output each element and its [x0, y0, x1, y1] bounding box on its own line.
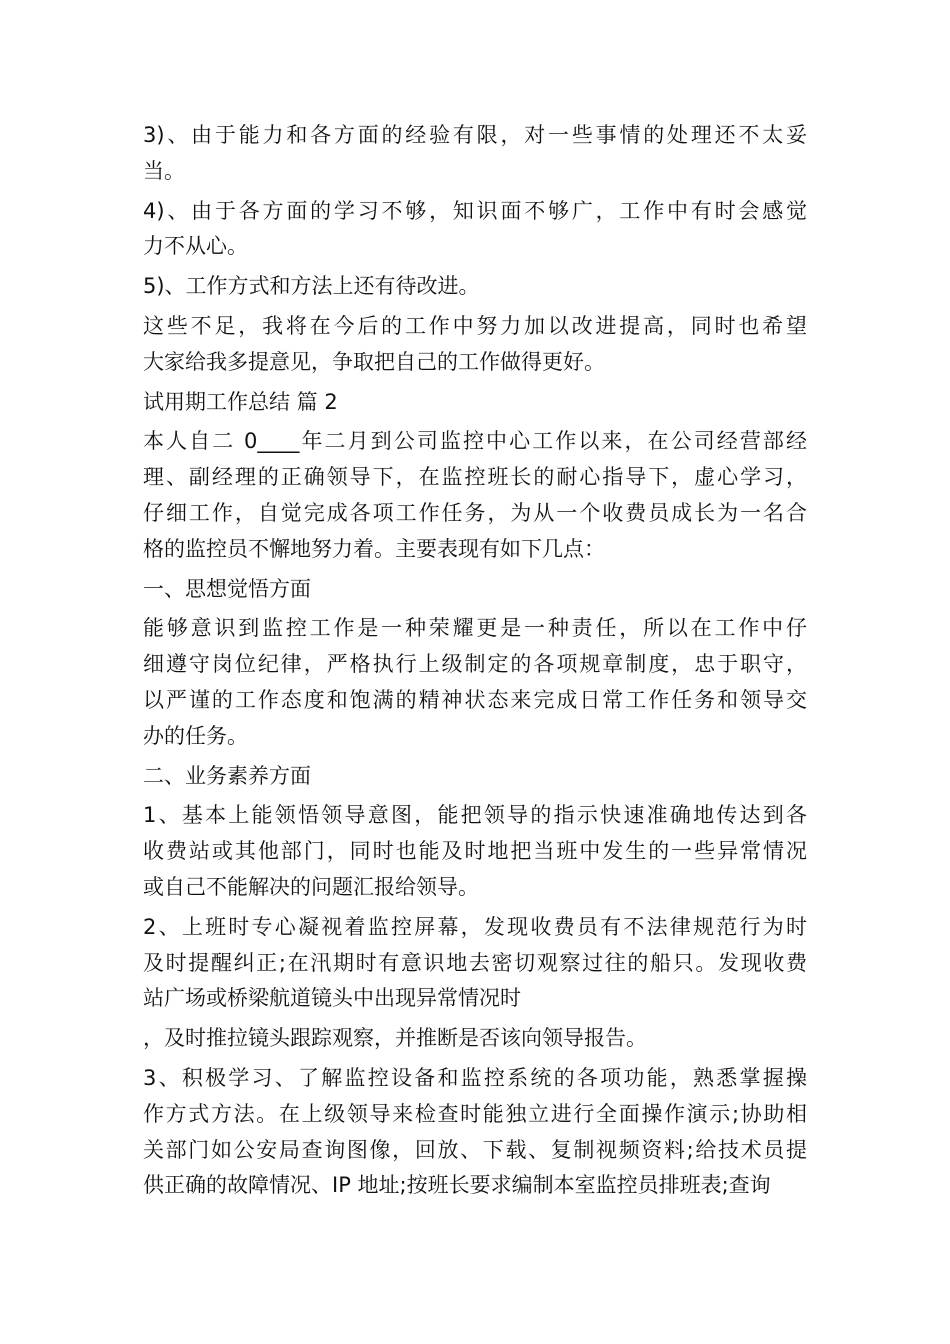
- paragraph-p6: [143, 424, 807, 567]
- text-line: 供正确的故障情况、IP 地址;按班长要求编制本室监控员排班表;查询: [143, 1173, 771, 1198]
- text-line: 细遵守岗位纪律，严格执行上级制定的各项规章制度，忠于职守，: [143, 652, 807, 677]
- paragraph-p1: [143, 118, 807, 190]
- text-line: 3)、由于能力和各方面的经验有限，对一些事情的处理还不太妥: [143, 123, 807, 147]
- text-line: 或自己不能解决的问题汇报给领导。: [143, 874, 479, 899]
- text-line: 以严谨的工作态度和饱满的精神状态来完成日常工作任务和领导交: [143, 687, 807, 712]
- text-line: 能够意识到监控工作是一种荣耀更是一种责任，所以在工作中仔: [143, 616, 807, 641]
- text-line: 这些不足，我将在今后的工作中努力加以改进提高，同时也希望: [143, 313, 807, 338]
- text-line: 站广场或桥梁航道镜头中出现异常情况时: [143, 986, 521, 1011]
- paragraph-p5: [143, 385, 807, 421]
- text-line: 3、积极学习、了解监控设备和监控系统的各项功能，熟悉掌握操: [143, 1065, 807, 1090]
- text-line: 一、思想觉悟方面: [143, 576, 311, 601]
- paragraph-p4: [143, 309, 807, 381]
- text-line: 本人自二 0____年二月到公司监控中心工作以来，在公司经营部经: [143, 429, 807, 454]
- text-line: 4)、由于各方面的学习不够，知识面不够广，工作中有时会感觉: [143, 198, 807, 223]
- text-line: 办的任务。: [143, 723, 248, 748]
- text-line: 1、基本上能领悟领导意图，能把领导的指示快速准确地传达到各: [143, 803, 807, 828]
- paragraph-p3: [143, 269, 807, 305]
- paragraph-p8: [143, 611, 807, 754]
- text-line: 大家给我多提意见，争取把自己的工作做得更好。: [143, 349, 605, 374]
- text-line: 二、业务素养方面: [143, 763, 311, 788]
- paragraph-p10: [143, 798, 807, 905]
- text-line: 2、上班时专心凝视着监控屏幕，发现收费员有不法律规范行为时: [143, 914, 807, 939]
- text-line: 当。: [143, 158, 185, 183]
- document-body: [143, 118, 807, 1208]
- paragraph-p2: [143, 194, 807, 266]
- text-line: 仔细工作，自觉完成各项工作任务，为从一个收费员成长为一名合: [143, 500, 807, 525]
- text-line: 作方式方法。在上级领导来检查时能独立进行全面操作演示;协助相: [143, 1101, 807, 1126]
- text-line: 试用期工作总结 篇 2: [143, 389, 338, 414]
- paragraph-p12: [143, 1021, 807, 1057]
- text-line: 及时提醒纠正;在汛期时有意识地去密切观察过往的船只。发现收费: [143, 950, 807, 975]
- paragraph-p7: [143, 572, 807, 608]
- text-line: 理、副经理的正确领导下，在监控班长的耐心指导下，虚心学习，: [143, 465, 807, 490]
- text-line: 5)、工作方式和方法上还有待改进。: [143, 274, 480, 299]
- paragraph-p9: [143, 759, 807, 795]
- text-line: 力不从心。: [143, 234, 248, 259]
- text-line: 收费站或其他部门，同时也能及时地把当班中发生的一些异常情况: [143, 839, 807, 864]
- text-line: 格的监控员不懈地努力着。主要表现有如下几点：: [143, 536, 605, 561]
- paragraph-gap: [143, 1204, 807, 1208]
- text-line: 关部门如公安局查询图像，回放、下载、复制视频资料;给技术员提: [143, 1137, 807, 1162]
- paragraph-p13: [143, 1061, 807, 1204]
- paragraph-p11: [143, 910, 807, 1017]
- text-line: ，及时推拉镜头跟踪观察，并推断是否该向领导报告。: [143, 1026, 647, 1051]
